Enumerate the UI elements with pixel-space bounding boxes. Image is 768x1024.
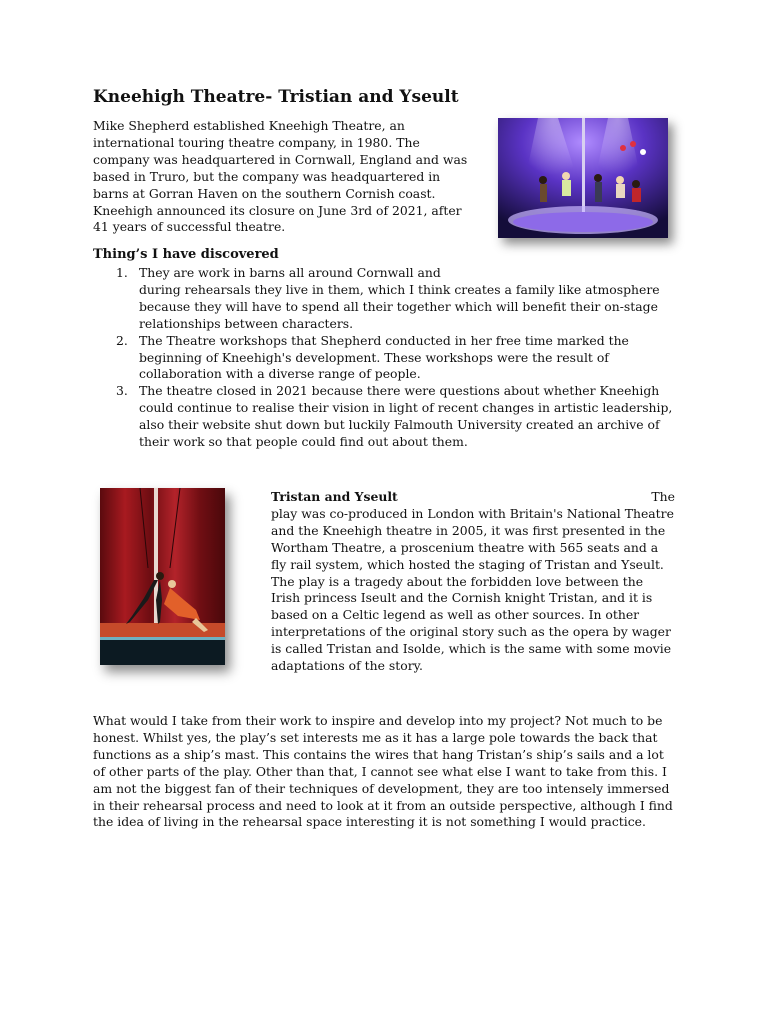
play-first-line — [271, 489, 675, 506]
list-item-text: The Theatre workshops that Shepherd conducted in her free time marked the beginning of Kneehigh's development. These workshops were the result of collaboration with a diverse range of people. — [139, 332, 629, 382]
discoveries-list — [93, 265, 683, 451]
list-item-text: The theatre closed in 2021 because there were questions about whether Kneehigh could continue to realise their vision in light of recent changes in artistic leadership, also their website shut down but luckily Falmouth University created an archive of their work so that people could find out about them. — [139, 383, 673, 450]
list-item-text: They are work in barns all around Cornwall and — [139, 265, 441, 280]
play-first-word: The — [651, 489, 675, 504]
stage-photo-ensemble — [498, 118, 668, 238]
list-item — [93, 333, 683, 384]
play-paragraph: play was co-produced in London with Britain's National Theatre and the Kneehigh theatre in 2005, it was first presented in the Wortham Theatre, a proscenium theatre with 565 seats and a fly rail system, which hosted the staging of Tristan and Yseult. The play is a tragedy about the forbidden love between the Irish princess Iseult and the Cornish knight Tristan, and it is based on a Celtic legend as well as other sources. In other interpretations of the original story such as the opera by wager is called Tristan and Isolde, which is the same with some movie adaptations of the story. — [271, 505, 674, 674]
intro-paragraph: Mike Shepherd established Kneehigh Theatre, an international touring theatre company, in 1980. The company was headquartered in Cornwall, England and was based in Truro, but the company was headquartered in barns at Gorran Haven on the southern Cornish coast. Kneehigh announced its closure on June 3rd of 2021, after 41 years of successful theatre. — [93, 118, 468, 235]
discoveries-heading: Thing’s I have discovered — [93, 247, 279, 262]
list-item-number: 3. — [116, 383, 128, 399]
play-title: Tristan and Yseult — [271, 489, 398, 504]
stage-photo-dancers-graphic — [100, 488, 225, 665]
list-item — [93, 383, 683, 451]
stage-photo-dancers — [100, 488, 225, 665]
list-item-number: 1. — [116, 265, 128, 280]
list-item-number: 2. — [116, 332, 128, 348]
list-item — [93, 265, 683, 333]
page-title: Kneehigh Theatre- Tristian and Yseult — [93, 87, 459, 107]
reflection-paragraph: What would I take from their work to inspire and develop into my project? Not much to be honest. Whilst yes, the play’s set interests me as it has a large pole towards the back that functions as a ship’s mast. This contains the wires that hang Tristan’s ship’s sails and a lot of other parts of the play. Other than that, I cannot see what else I want to take from this. I am not the biggest fan of their techniques of development, they are too intensely immersed in their rehearsal process and need to look at it from an outside perspective, although I find the idea of living in the rehearsal space interesting it is not something I would practice. — [93, 713, 673, 830]
stage-photo-ensemble-graphic — [498, 118, 668, 238]
list-item-text-continued: during rehearsals they live in them, which I think creates a family like atmosphere because they will have to spend all their together which will benefit their on-stage relationships between characters. — [139, 281, 660, 331]
play-section — [271, 489, 675, 675]
